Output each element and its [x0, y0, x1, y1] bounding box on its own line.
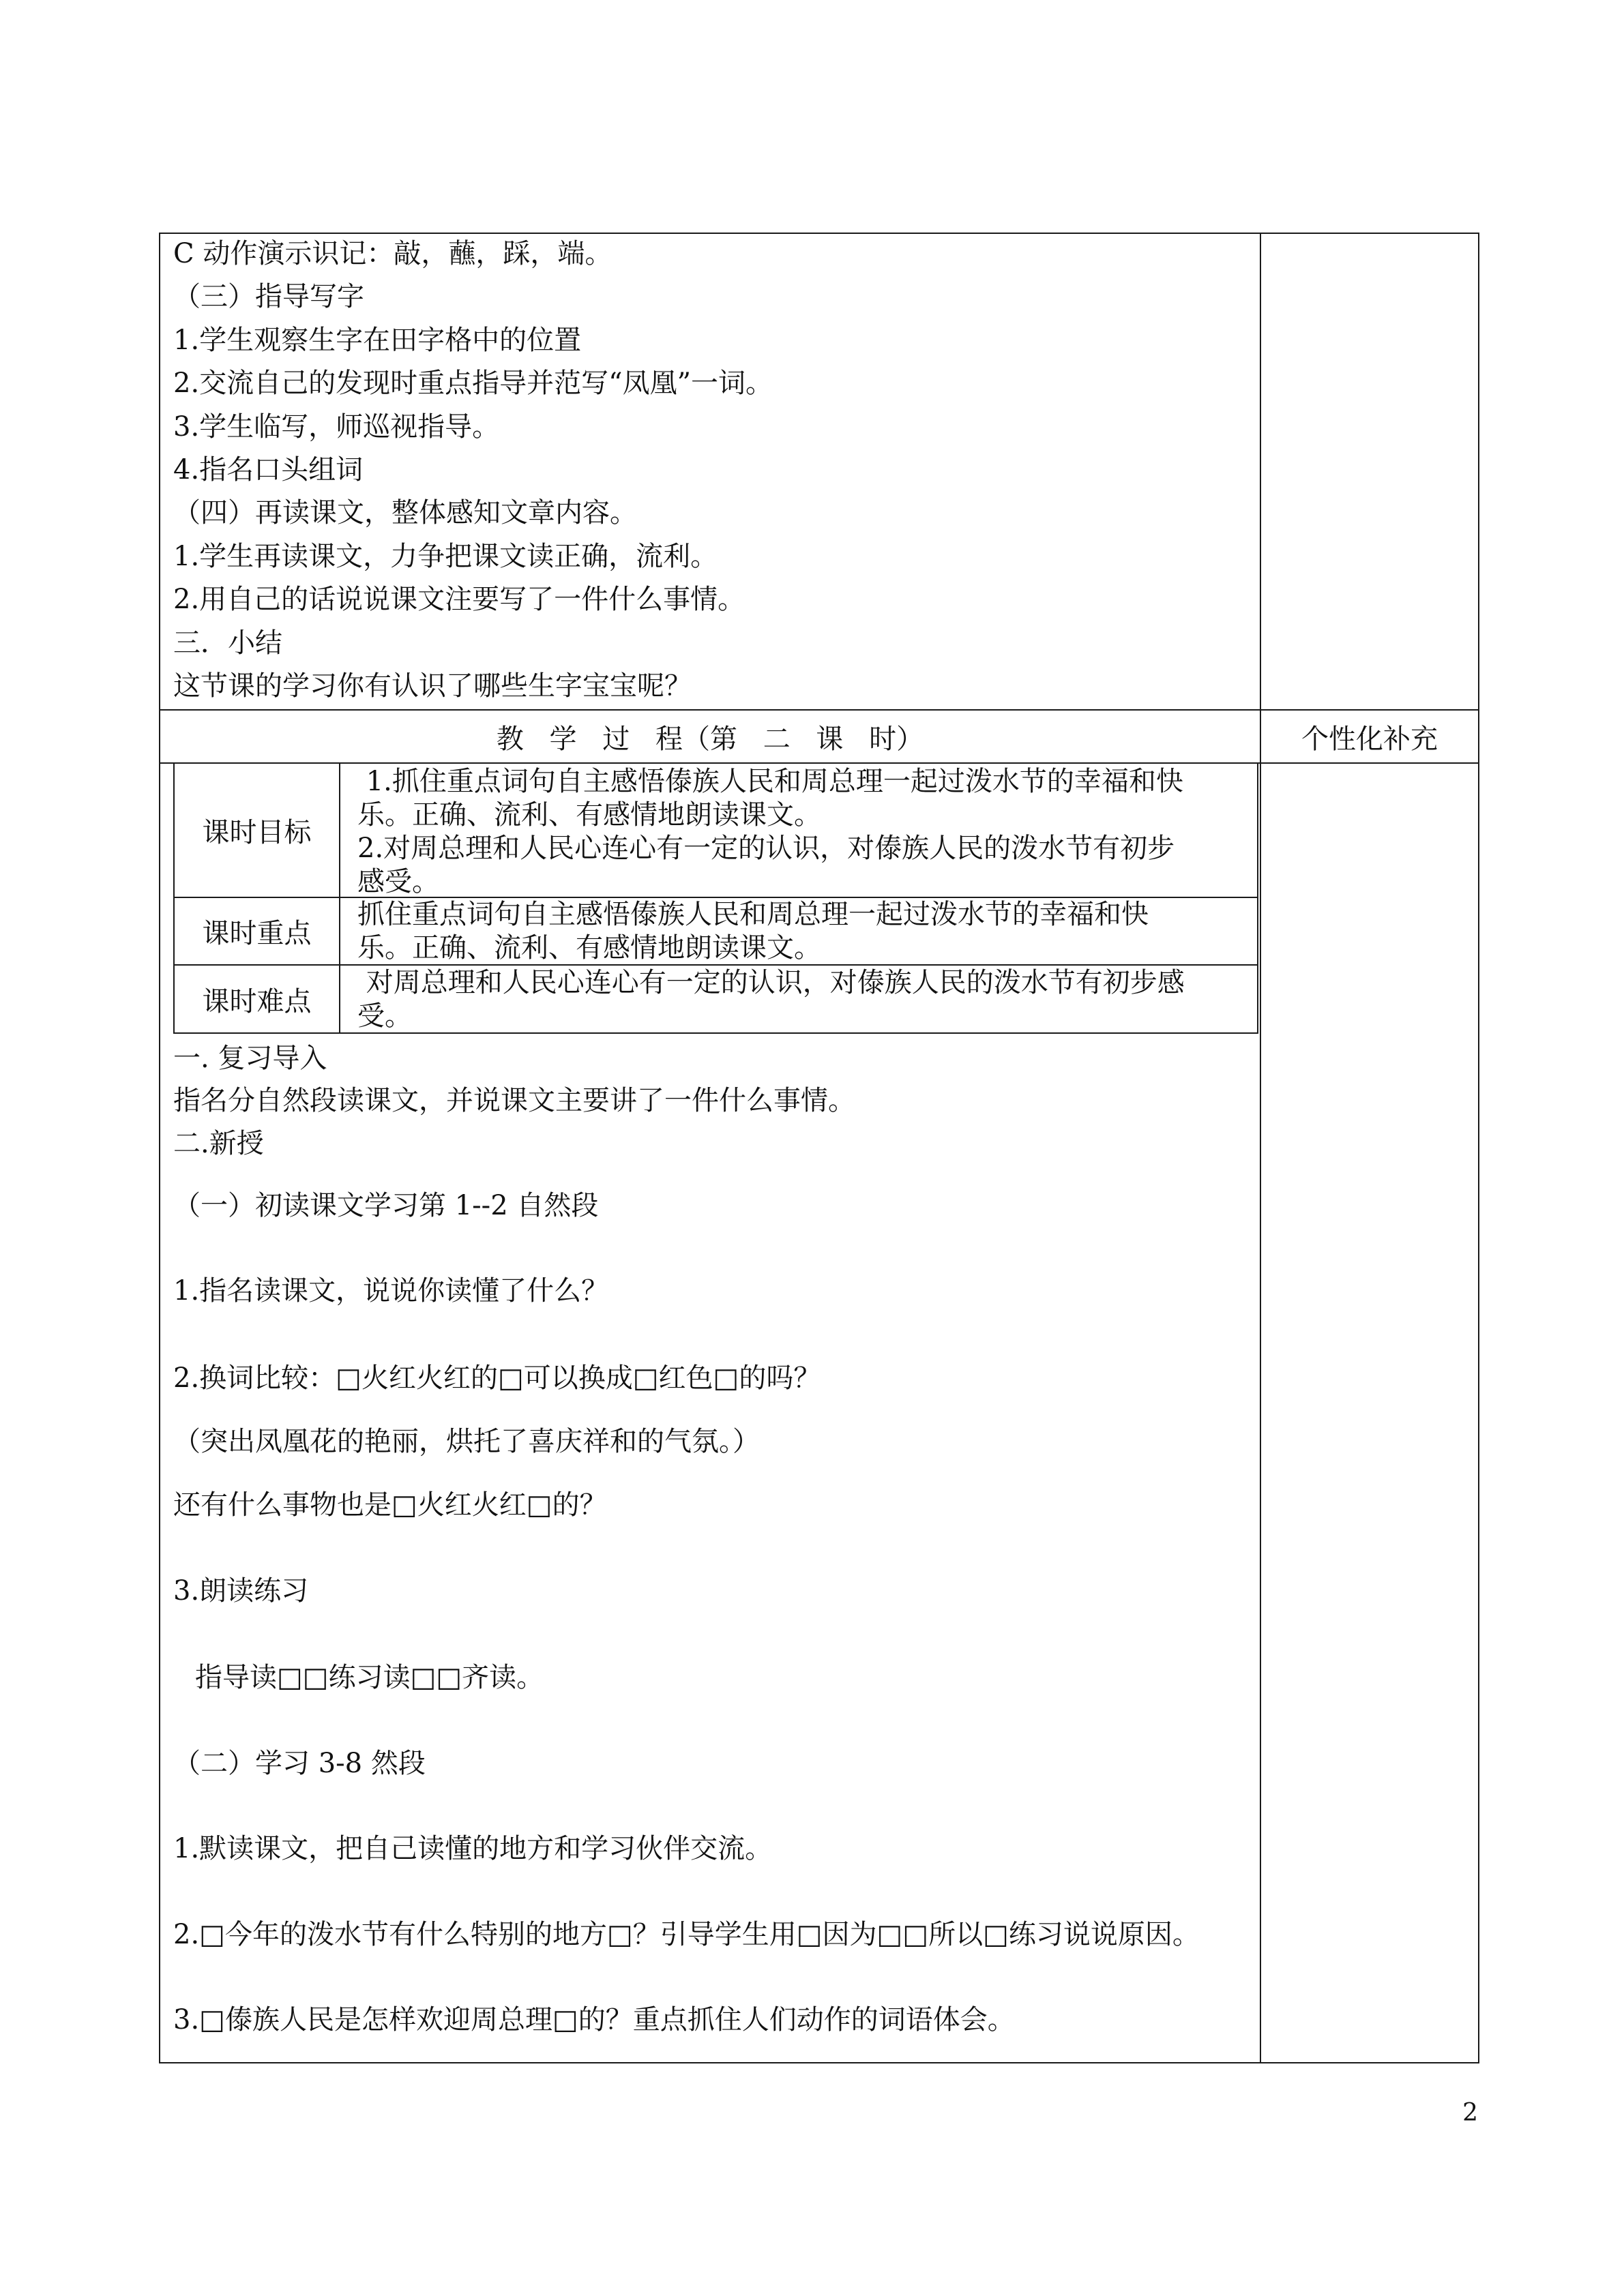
content-line: 乐。正确、流利、有感情地朗读课文。 — [357, 799, 821, 831]
column-divider — [1260, 233, 1261, 2063]
objective-label: 课时目标 — [202, 817, 312, 848]
content-line: 乐。正确、流利、有感情地朗读课文。 — [357, 932, 821, 964]
content-line: 2.对周总理和人民心连心有一定的认识，对傣族人民的泼水节有初步 — [357, 833, 1175, 864]
content-line: 1.学生再读课文，力争把课文读正确，流利。 — [173, 540, 718, 572]
page-number: 2 — [1462, 2099, 1478, 2127]
previous-lesson-section — [173, 233, 773, 708]
content-line: （三）指导写字 — [173, 281, 364, 313]
content-line: 一. 复习导入 — [173, 1043, 327, 1074]
content-line: 1.学生观察生字在田字格中的位置 — [173, 324, 582, 356]
key-point-content — [357, 898, 1256, 965]
content-line: 3.朗读练习 — [173, 1575, 309, 1607]
difficulty-label: 课时难点 — [202, 985, 312, 1017]
content-line: 3.□傣族人民是怎样欢迎周总理□的？重点抓住人们动作的词语体会。 — [173, 2004, 1015, 2036]
objective-content — [357, 765, 1256, 899]
content-line: 2.□今年的泼水节有什么特别的地方□？引导学生用□因为□□所以□练习说说原因。 — [173, 1919, 1200, 1950]
content-line: 1.默读课文，把自己读懂的地方和学习伙伴交流。 — [173, 1833, 773, 1864]
content-line: 感受。 — [357, 866, 439, 897]
content-line: （一）初读课文学习第 1--2 自然段 — [173, 1190, 599, 1221]
key-point-label-cell — [175, 898, 339, 964]
content-line: 受。 — [357, 1000, 412, 1032]
content-line: 2.换词比较：□火红火红的□可以换成□红色□的吗？ — [173, 1362, 821, 1394]
content-line: （突出凤凰花的艳丽，烘托了喜庆祥和的气氛。） — [173, 1426, 760, 1457]
key-point-label: 课时重点 — [202, 918, 312, 949]
process-header-cell — [160, 711, 1260, 762]
supplement-header-cell — [1261, 711, 1478, 762]
content-line: C 动作演示识记：敲，蘸，踩，端。 — [173, 238, 612, 269]
process-title: 教 学 过 程（第 二 课 时） — [496, 723, 924, 755]
content-line: 1.抓住重点词句自主感悟傣族人民和周总理一起过泼水节的幸福和快 — [357, 766, 1183, 797]
content-line: 指名分自然段读课文，并说课文主要讲了一件什么事情。 — [173, 1085, 855, 1116]
supplement-title: 个性化补充 — [1301, 723, 1438, 755]
content-line: 对周总理和人民心连心有一定的认识，对傣族人民的泼水节有初步感 — [357, 967, 1185, 998]
content-line: 4.指名口头组词 — [173, 453, 364, 486]
content-line: 2.交流自己的发现时重点指导并范写“凤凰”一词。 — [173, 368, 773, 400]
content-line: 这节课的学习你有认识了哪些生字宝宝呢？ — [173, 670, 692, 702]
content-line: 2.用自己的话说说课文注要写了一件什么事情。 — [173, 584, 745, 616]
difficulty-content — [357, 966, 1256, 1033]
content-line: （二）学习 3-8 然段 — [173, 1748, 426, 1779]
difficulty-label-cell — [175, 966, 339, 1032]
objective-label-cell — [175, 764, 339, 897]
content-line: 二.新授 — [173, 1128, 264, 1159]
content-line: （四）再读课文，整体感知文章内容。 — [173, 497, 637, 529]
content-line: 还有什么事物也是□火红火红□的？ — [173, 1489, 607, 1521]
content-line: 1.指名读课文，说说你读懂了什么？ — [173, 1275, 609, 1307]
content-line: 抓住重点词句自主感悟傣族人民和周总理一起过泼水节的幸福和快 — [357, 899, 1149, 930]
objectives-label-divider — [339, 762, 340, 1034]
content-line: 指导读□□练习读□□齐读。 — [195, 1662, 544, 1693]
content-line: 三．小结 — [173, 627, 282, 659]
content-line: 3.学生临写，师巡视指导。 — [173, 411, 500, 443]
